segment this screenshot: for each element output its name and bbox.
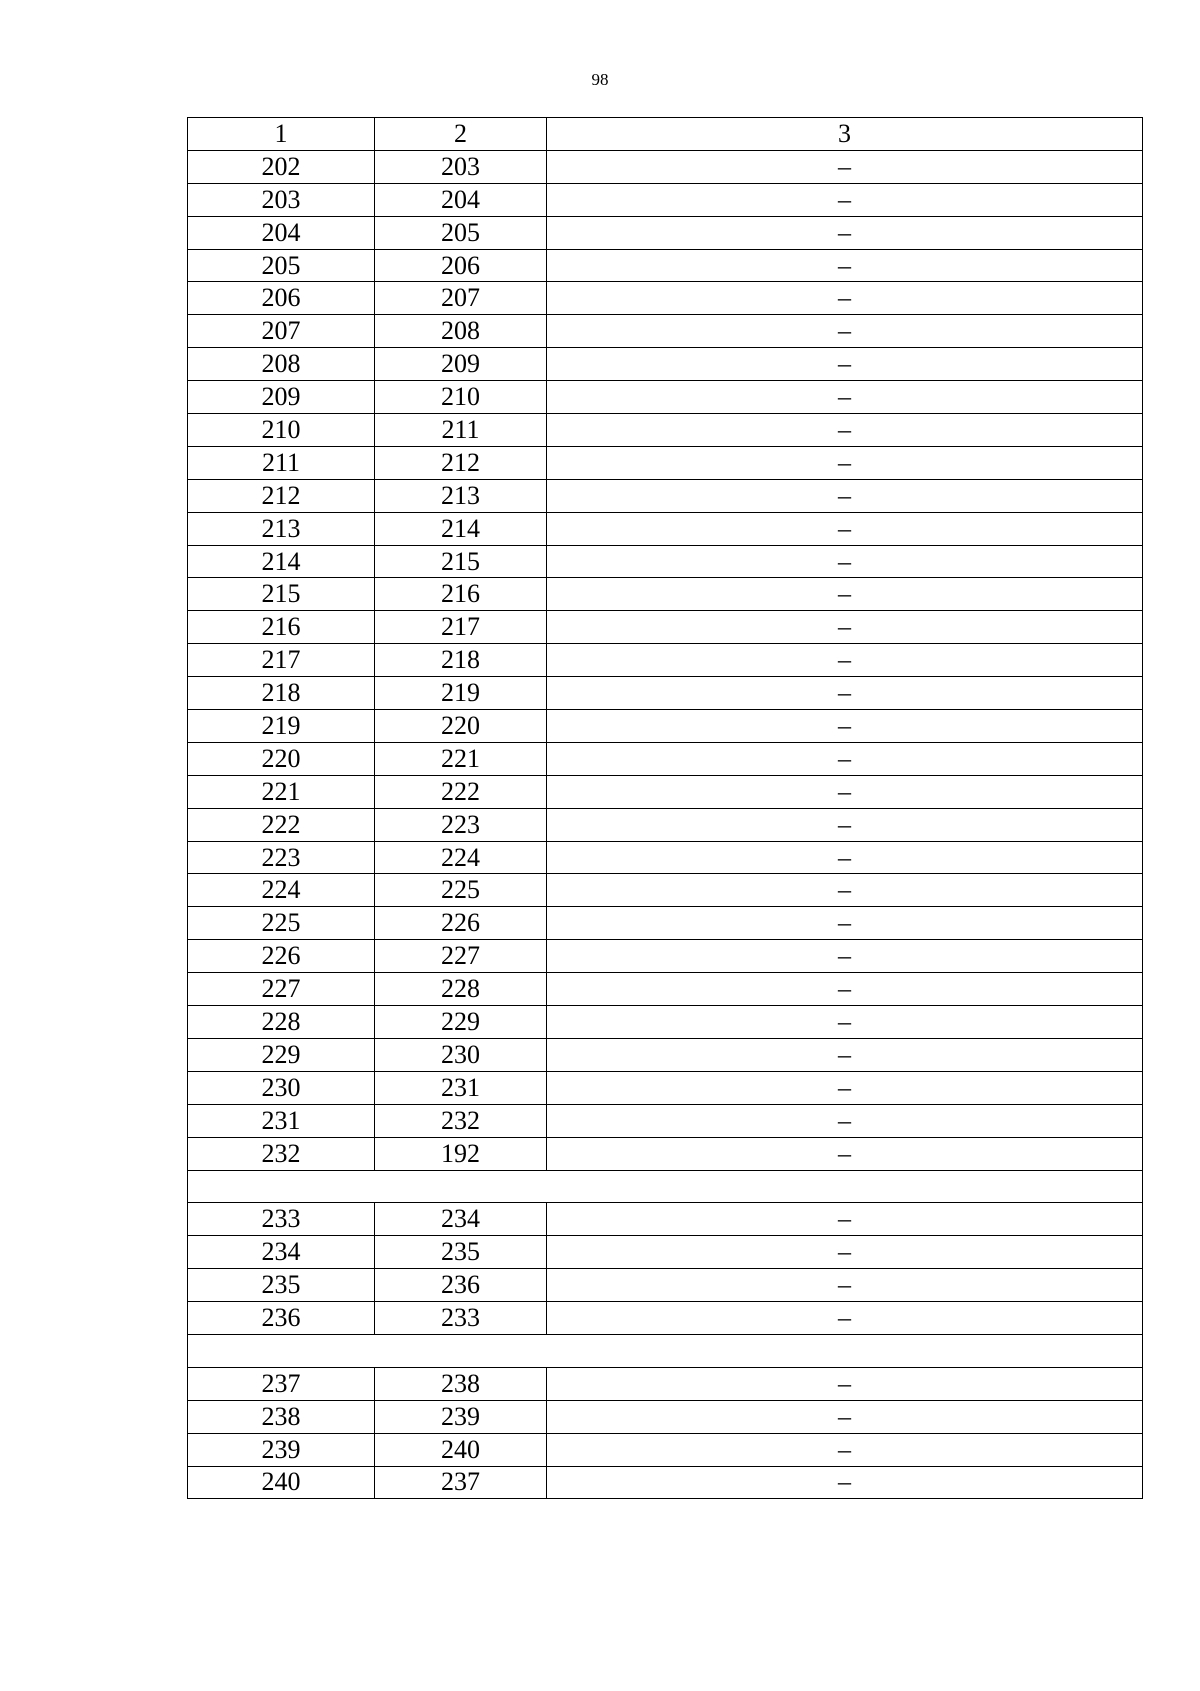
table-cell-col-2: 234 <box>375 1203 547 1236</box>
table-row <box>188 1466 1143 1499</box>
table-row <box>188 677 1143 710</box>
table-cell-col-1: 219 <box>188 710 375 743</box>
table-cell-col-1: 218 <box>188 677 375 710</box>
table-row <box>188 348 1143 381</box>
table-cell-col-1: 217 <box>188 644 375 677</box>
page-number: 98 <box>591 70 609 89</box>
table-cell-col-2: 223 <box>375 808 547 841</box>
table-cell-col-3: – <box>547 677 1143 710</box>
table-row <box>188 808 1143 841</box>
table-cell-col-1: 225 <box>188 907 375 940</box>
table-cell-col-3: – <box>547 183 1143 216</box>
table-cell-col-2: 238 <box>375 1367 547 1400</box>
table-cell-col-1: 232 <box>188 1137 375 1170</box>
table-row <box>188 841 1143 874</box>
table-cell-col-2: 229 <box>375 1006 547 1039</box>
table-cell-col-2: 203 <box>375 150 547 183</box>
table-cell-col-1: 237 <box>188 1367 375 1400</box>
table-cell-col-2: 205 <box>375 216 547 249</box>
table-cell-col-1: 221 <box>188 775 375 808</box>
table-cell-col-2: 232 <box>375 1104 547 1137</box>
table-cell-col-1: 207 <box>188 315 375 348</box>
table-row <box>188 1203 1143 1236</box>
table-cell-col-3: – <box>547 216 1143 249</box>
table-row <box>188 183 1143 216</box>
table-cell-col-2: 212 <box>375 446 547 479</box>
header-cell-2: 2 <box>375 118 547 151</box>
table-row <box>188 414 1143 447</box>
table-cell-col-2: 226 <box>375 907 547 940</box>
table-cell-col-2: 240 <box>375 1433 547 1466</box>
table-cell-col-1: 226 <box>188 940 375 973</box>
table-cell-col-3: – <box>547 1269 1143 1302</box>
table-row <box>188 150 1143 183</box>
table-row <box>188 1400 1143 1433</box>
table-cell-col-3: – <box>547 1137 1143 1170</box>
table-cell-col-3: – <box>547 512 1143 545</box>
table-row <box>188 578 1143 611</box>
table-cell-col-1: 240 <box>188 1466 375 1499</box>
table-row <box>188 1367 1143 1400</box>
table-cell-col-1: 212 <box>188 479 375 512</box>
table-cell-col-1: 235 <box>188 1269 375 1302</box>
table-row <box>188 611 1143 644</box>
table-cell-col-3: – <box>547 282 1143 315</box>
table-cell-col-3: – <box>547 414 1143 447</box>
table-row <box>188 1269 1143 1302</box>
table-row <box>188 874 1143 907</box>
table-cell-col-2: 208 <box>375 315 547 348</box>
table-cell-col-2: 192 <box>375 1137 547 1170</box>
table-cell-col-2: 210 <box>375 381 547 414</box>
table-row <box>188 1104 1143 1137</box>
table-cell-col-3: – <box>547 940 1143 973</box>
table-cell-col-2: 215 <box>375 545 547 578</box>
table-cell-col-3: – <box>547 808 1143 841</box>
table-cell-col-3: – <box>547 150 1143 183</box>
table-cell-col-2: 219 <box>375 677 547 710</box>
table-cell-col-2: 222 <box>375 775 547 808</box>
table-cell-col-3: – <box>547 907 1143 940</box>
table-cell-col-2: 216 <box>375 578 547 611</box>
table-row <box>188 1006 1143 1039</box>
table-cell-col-1: 214 <box>188 545 375 578</box>
table-cell-col-3: – <box>547 742 1143 775</box>
table-cell-col-3: – <box>547 446 1143 479</box>
table-cell-col-1: 233 <box>188 1203 375 1236</box>
table-cell-col-1: 231 <box>188 1104 375 1137</box>
table-row <box>188 545 1143 578</box>
table-body <box>188 118 1143 1499</box>
table-cell-col-2: 225 <box>375 874 547 907</box>
table-cell-col-3: – <box>547 249 1143 282</box>
table-cell-col-1: 209 <box>188 381 375 414</box>
table-row <box>188 1071 1143 1104</box>
table-cell-col-3: – <box>547 1038 1143 1071</box>
table-cell-col-1: 211 <box>188 446 375 479</box>
table-row <box>188 282 1143 315</box>
table-row <box>188 742 1143 775</box>
table-cell-col-3: – <box>547 315 1143 348</box>
table-cell-col-2: 204 <box>375 183 547 216</box>
table-cell-col-2: 236 <box>375 1269 547 1302</box>
table-cell-col-3: – <box>547 841 1143 874</box>
table-cell-col-3: – <box>547 545 1143 578</box>
table-cell-col-2: 235 <box>375 1236 547 1269</box>
table-cell-col-3: – <box>547 1104 1143 1137</box>
table-cell-col-3: – <box>547 348 1143 381</box>
table-row <box>188 1137 1143 1170</box>
table-cell-col-1: 236 <box>188 1302 375 1335</box>
table-row <box>188 1236 1143 1269</box>
table-cell-col-3: – <box>547 1400 1143 1433</box>
table-cell-col-3: – <box>547 1433 1143 1466</box>
table-cell-col-3: – <box>547 1367 1143 1400</box>
table-cell-col-1: 227 <box>188 973 375 1006</box>
table-row <box>188 775 1143 808</box>
table-cell-col-2: 217 <box>375 611 547 644</box>
table-cell-col-1: 213 <box>188 512 375 545</box>
table-cell-col-3: – <box>547 479 1143 512</box>
table-cell-col-1: 234 <box>188 1236 375 1269</box>
table-cell-col-3: – <box>547 644 1143 677</box>
table-cell-col-1: 206 <box>188 282 375 315</box>
table-cell-col-2: 207 <box>375 282 547 315</box>
table-row <box>188 249 1143 282</box>
table-cell-col-1: 222 <box>188 808 375 841</box>
table-cell-col-3: – <box>547 611 1143 644</box>
table-cell-col-1: 224 <box>188 874 375 907</box>
table-cell-col-2: 211 <box>375 414 547 447</box>
table-cell-col-2: 239 <box>375 1400 547 1433</box>
table-cell-col-1: 215 <box>188 578 375 611</box>
table-cell-col-1: 210 <box>188 414 375 447</box>
table-cell-col-2: 209 <box>375 348 547 381</box>
table-cell-col-3: – <box>547 775 1143 808</box>
table-cell-col-3: – <box>547 973 1143 1006</box>
data-table <box>187 117 1143 1499</box>
table-cell-col-3: – <box>547 1006 1143 1039</box>
table-cell-col-1: 202 <box>188 150 375 183</box>
table-row <box>188 973 1143 1006</box>
table-cell-col-3: – <box>547 1236 1143 1269</box>
table-cell-col-2: 237 <box>375 1466 547 1499</box>
header-cell-3: 3 <box>547 118 1143 151</box>
table-cell-col-1: 205 <box>188 249 375 282</box>
table-row <box>188 907 1143 940</box>
table-row <box>188 1038 1143 1071</box>
table-cell-col-2: 213 <box>375 479 547 512</box>
table-cell-col-3: – <box>547 578 1143 611</box>
table-cell-col-1: 220 <box>188 742 375 775</box>
table-row <box>188 1302 1143 1335</box>
table-cell-col-2: 221 <box>375 742 547 775</box>
table-row <box>188 644 1143 677</box>
table-cell-col-2: 206 <box>375 249 547 282</box>
table-row <box>188 216 1143 249</box>
table-row <box>188 315 1143 348</box>
table-row <box>188 940 1143 973</box>
table-cell-col-3: – <box>547 381 1143 414</box>
table-cell-col-1: 208 <box>188 348 375 381</box>
table-cell-col-2: 224 <box>375 841 547 874</box>
table-cell-col-1: 216 <box>188 611 375 644</box>
table-cell-col-2: 227 <box>375 940 547 973</box>
table-cell-col-1: 228 <box>188 1006 375 1039</box>
table-cell-col-3: – <box>547 874 1143 907</box>
table-cell-col-1: 230 <box>188 1071 375 1104</box>
table-cell-col-2: 230 <box>375 1038 547 1071</box>
table-cell-col-2: 220 <box>375 710 547 743</box>
group-separator-row <box>188 1334 1143 1367</box>
header-cell-1: 1 <box>188 118 375 151</box>
table-row <box>188 710 1143 743</box>
table-row <box>188 479 1143 512</box>
table-cell-col-1: 239 <box>188 1433 375 1466</box>
table-cell-col-3: – <box>547 1071 1143 1104</box>
group-separator-row <box>188 1170 1143 1203</box>
table-cell-col-2: 228 <box>375 973 547 1006</box>
group-separator-cell <box>188 1170 1143 1203</box>
table-cell-col-3: – <box>547 1203 1143 1236</box>
header-row <box>188 118 1143 151</box>
table-cell-col-3: – <box>547 1466 1143 1499</box>
table-cell-col-1: 229 <box>188 1038 375 1071</box>
table-cell-col-1: 238 <box>188 1400 375 1433</box>
table-cell-col-1: 204 <box>188 216 375 249</box>
table-cell-col-1: 203 <box>188 183 375 216</box>
group-separator-cell <box>188 1334 1143 1367</box>
table-row <box>188 381 1143 414</box>
table-cell-col-2: 218 <box>375 644 547 677</box>
table-cell-col-2: 231 <box>375 1071 547 1104</box>
table-cell-col-3: – <box>547 1302 1143 1335</box>
table-cell-col-2: 233 <box>375 1302 547 1335</box>
table-cell-col-2: 214 <box>375 512 547 545</box>
table-cell-col-1: 223 <box>188 841 375 874</box>
table-row <box>188 512 1143 545</box>
table-row <box>188 1433 1143 1466</box>
table-row <box>188 446 1143 479</box>
table-cell-col-3: – <box>547 710 1143 743</box>
